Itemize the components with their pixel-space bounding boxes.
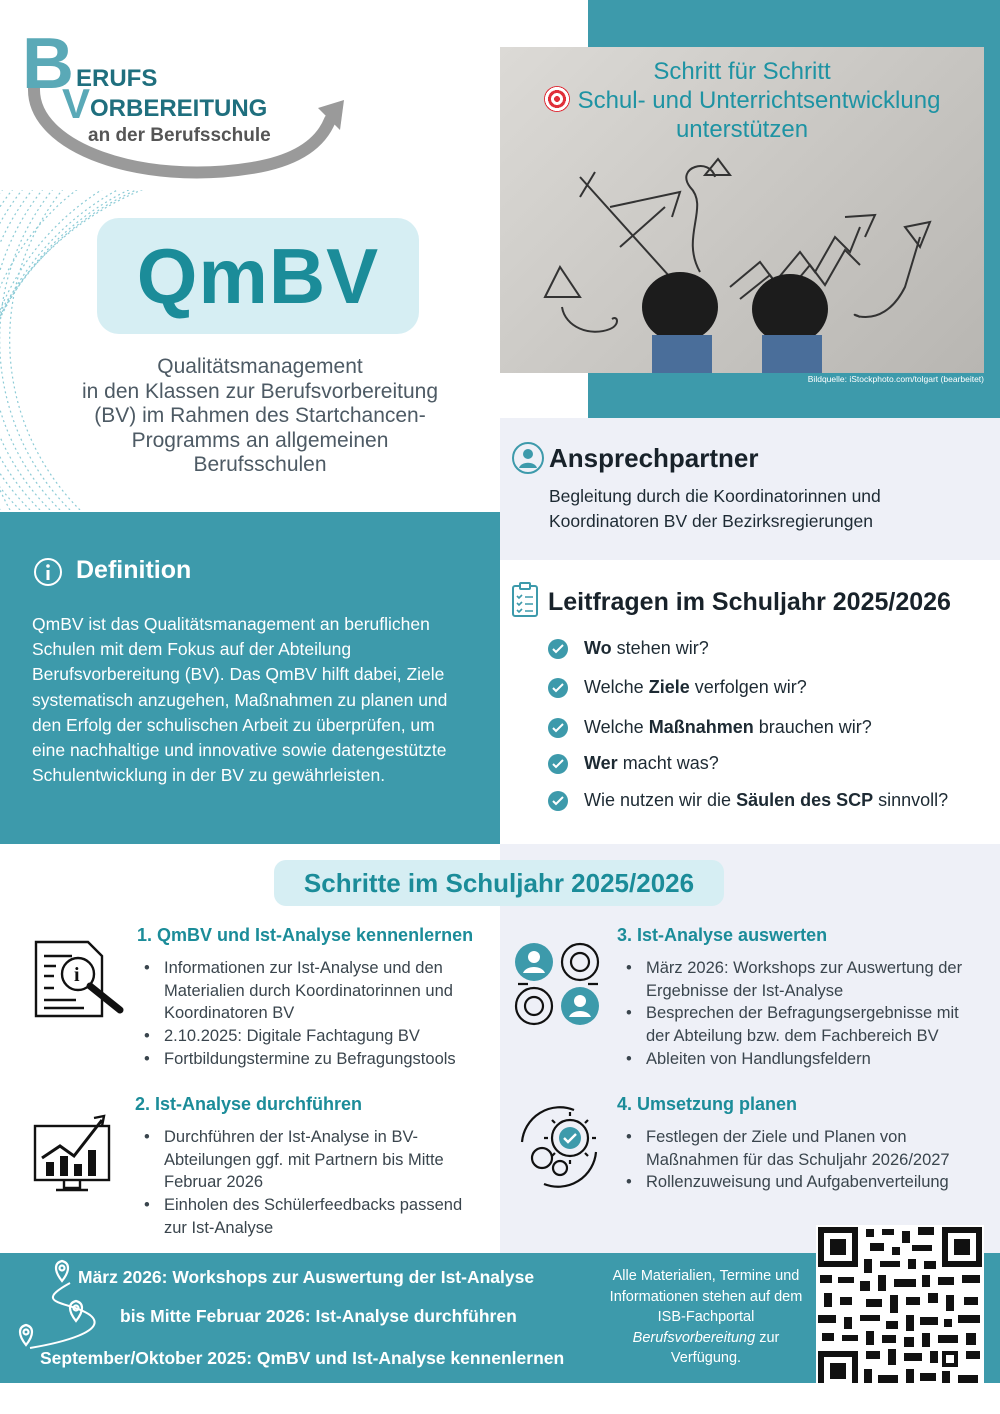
chalk-arrows-illustration [500,47,984,373]
checklist-icon [510,582,540,618]
step-bullets [624,1126,984,1194]
subtitle-line: Programms an allgemeinen [131,428,389,452]
hero-subtitle [55,355,465,478]
timeline-item: bis Mitte Februar 2026: Ist-Analyse durchführen [120,1306,517,1326]
step-bullet: • Fortbildungstermine zu Befragungstools [142,1048,477,1071]
step-bullet: • Durchführen der Ist-Analyse in BV-Abteilungen ggf. mit Partnern bis Mitte Februar 2026 [142,1126,477,1194]
question-item: Welche Ziele verfolgen wir? [548,677,807,698]
step-bullet: • Ableiten von Handlungsfeldern [624,1048,984,1071]
step-bullets [142,1126,477,1240]
check-icon [548,754,568,774]
svg-text:V: V [62,80,91,127]
step-bullet: • März 2026: Workshops zur Auswertung der Ergebnisse der Ist-Analyse [624,957,984,1002]
contact-heading: Ansprechpartner [549,443,759,473]
subtitle-line: (BV) im Rahmen des Startchancen- [94,404,426,427]
check-icon [548,718,568,738]
questions-heading: Leitfragen im Schuljahr 2025/2026 [548,588,951,616]
hero-photo [500,47,984,373]
question-item: Wer macht was? [548,753,719,774]
qr-code-graphic [816,1225,984,1393]
definition-text: QmBV ist das Qualitätsmanagement an beruflichen Schulen mit dem Fokus auf der Abteilung Berufsvorbereitung (BV). Das QmBV hilft dabei, Ziele systematisch anzugehen, Maßnahmen zu planen und den Erfolg der schulischen Arbeit zu überprüfen, um eine nachhaltige und innovative sowie datengestützte Schulentwicklung in der BV zu gewährleisten. [32,614,448,786]
step-bullets [142,957,477,1071]
steps-heading-box [274,860,724,906]
question-item: Wo stehen wir? [548,638,709,659]
photo-credit: Bildquelle: iStockphoto.com/tolgart (bearbeitet) [807,374,984,384]
svg-text:ERUFS: ERUFS [76,65,158,92]
svg-text:B: B [22,28,74,104]
footer-strip [0,1383,1000,1414]
subtitle-line: Berufsschulen [193,453,327,476]
step-title: 4. Umsetzung planen [617,1094,798,1114]
step-bullet: • Besprechen der Befragungsergebnisse mit der Abteilung bzw. dem Fachbereich BV [624,1002,984,1047]
logo-graphic [22,28,352,183]
person-icon [511,441,545,475]
question-item: Welche Maßnahmen brauchen wir? [548,717,872,738]
contact-panel [500,418,1000,560]
analytics-monitor-icon [32,1106,114,1194]
logo [22,28,352,183]
photo-title-line-with-icon: Schul- und Unterrichtsentwicklung [500,86,984,115]
contact-text: Begleitung durch die Koordinatorinnen und Koordinatoren BV der Bezirksregierungen [549,486,881,531]
info-icon [33,557,63,587]
step-bullet: • Informationen zur Ist-Analyse und den Materialien durch Koordinatorinnen und Koordinatoren BV [142,957,477,1025]
step-bullet: • Einholen des Schülerfeedbacks passend zur Ist-Analyse [142,1194,477,1239]
definition-panel [0,512,500,844]
step-bullet: • Rollenzuweisung und Aufgabenverteilung [624,1171,984,1194]
qr-code[interactable] [816,1225,984,1393]
photo-title-line: unterstützen [675,116,809,143]
step-title: 3. Ist-Analyse auswerten [617,925,828,945]
location-pin-icon [20,1261,82,1345]
svg-text:an der Berufsschule: an der Berufsschule [88,125,271,146]
svg-text:ORBEREITUNG: ORBEREITUNG [90,95,268,122]
portal-info-text: Alle Materialien, Termine und Informationen stehen auf dem ISB-Fachportal Berufsvorbereitung zur Verfügung. [609,1268,803,1366]
step-title: 1. QmBV und Ist-Analyse kennenlernen [137,925,474,945]
check-icon [548,791,568,811]
subtitle-line: Qualitätsmanagement [157,355,363,378]
step-bullet: • 2.10.2025: Digitale Fachtagung BV [142,1025,477,1048]
check-icon [548,678,568,698]
hero-title-box [97,218,419,334]
step-bullets [624,957,984,1071]
team-discussion-icon [512,940,604,1030]
timeline-item: März 2026: Workshops zur Auswertung der Ist-Analyse [78,1267,535,1287]
photo-title-line: Schritt für Schritt [653,58,831,85]
svg-text:i: i [74,964,80,986]
steps-heading: Schritte im Schuljahr 2025/2026 [303,867,695,898]
question-item: Wie nutzen wir die Säulen des SCP sinnvoll? [548,790,948,811]
subtitle-line: in den Klassen zur Berufsvorbereitung [81,379,439,403]
timeline-item: September/Oktober 2025: QmBV und Ist-Analyse kennenlernen [40,1348,565,1368]
hero-title: QmBV [136,231,380,320]
document-search-icon [32,938,132,1022]
step-title: 2. Ist-Analyse durchführen [135,1094,363,1114]
definition-heading: Definition [76,556,192,584]
gears-check-icon [514,1102,604,1192]
step-bullet: • Festlegen der Ziele und Planen von Maßnahmen für das Schuljahr 2026/2027 [624,1126,984,1171]
check-icon [548,639,568,659]
